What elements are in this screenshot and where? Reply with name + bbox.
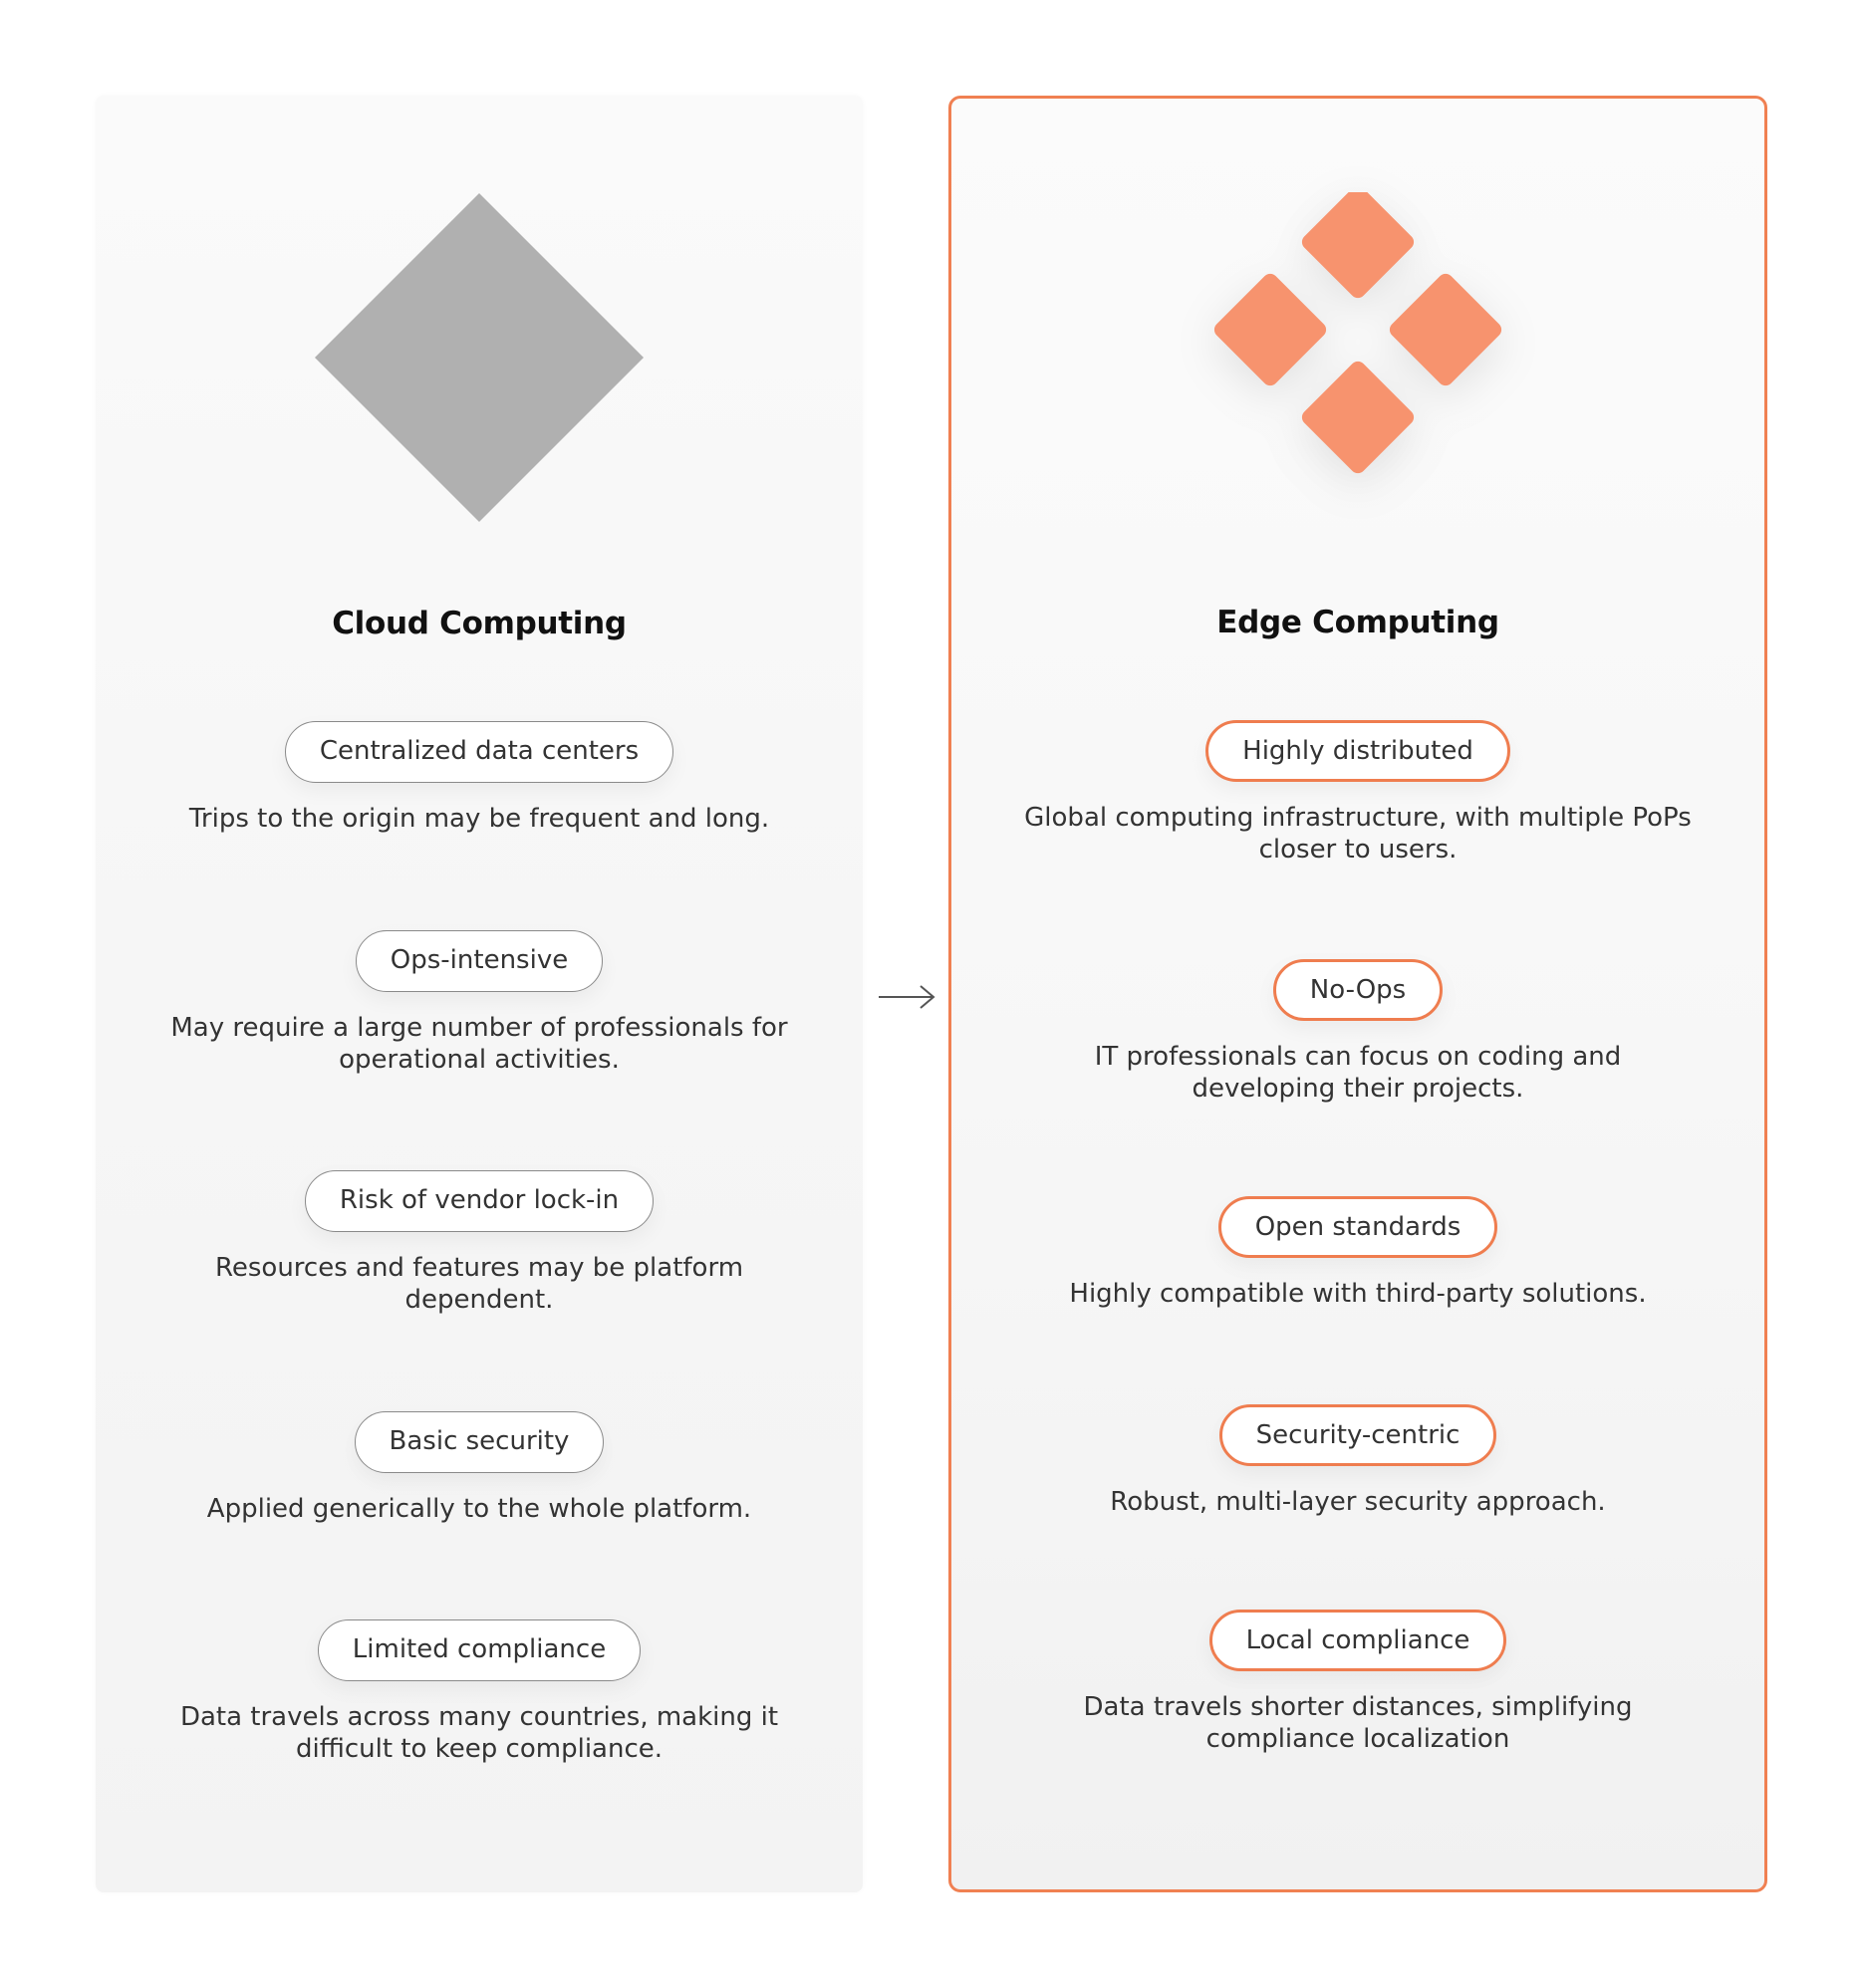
edge-item xyxy=(951,1610,1764,1755)
edge-item-pill: No-Ops xyxy=(1273,959,1443,1021)
arrow-right-icon xyxy=(877,982,936,1012)
edge-item-description: Global computing infrastructure, with multiple PoPs closer to users. xyxy=(1024,803,1692,865)
cloud-item-pill: Centralized data centers xyxy=(285,721,673,783)
gray-diamond-icon xyxy=(315,193,644,522)
cloud-computing-title: Cloud Computing xyxy=(332,606,627,641)
edge-item-pill: Open standards xyxy=(1218,1196,1498,1258)
cloud-item-description: Resources and features may be platform dependent. xyxy=(214,1253,744,1315)
cloud-computing-card xyxy=(96,96,863,1892)
edge-computing-title: Edge Computing xyxy=(1216,605,1499,640)
cloud-item-description: Data travels across many countries, making it difficult to keep compliance. xyxy=(179,1702,779,1764)
cloud-item-pill: Risk of vendor lock-in xyxy=(305,1170,654,1232)
cloud-item xyxy=(96,721,863,835)
cloud-item-pill: Ops-intensive xyxy=(356,930,603,992)
edge-item-description: Robust, multi-layer security approach. xyxy=(1110,1487,1606,1517)
edge-item-pill: Highly distributed xyxy=(1205,720,1510,782)
cloud-item-description: Applied generically to the whole platform. xyxy=(206,1494,752,1524)
edge-item-pill: Local compliance xyxy=(1209,1610,1507,1671)
cloud-item xyxy=(96,1619,863,1765)
cloud-item-pill: Basic security xyxy=(355,1411,605,1473)
edge-item xyxy=(951,1196,1764,1310)
edge-item xyxy=(951,720,1764,866)
cloud-item-description: May require a large number of professionals for operational activities. xyxy=(170,1013,788,1075)
edge-item xyxy=(951,959,1764,1105)
edge-computing-card xyxy=(948,96,1767,1892)
four-diamonds-icon xyxy=(1194,192,1522,527)
cloud-item xyxy=(96,1411,863,1525)
edge-item-description: Data travels shorter distances, simplifying compliance localization xyxy=(1083,1692,1633,1754)
edge-item-description: IT professionals can focus on coding and developing their projects. xyxy=(1094,1042,1622,1104)
edge-item xyxy=(951,1404,1764,1518)
cloud-item xyxy=(96,1170,863,1316)
cloud-item-description: Trips to the origin may be frequent and long. xyxy=(188,804,770,834)
edge-item-description: Highly compatible with third-party solutions. xyxy=(1069,1279,1647,1309)
cloud-item xyxy=(96,930,863,1076)
edge-item-pill: Security-centric xyxy=(1219,1404,1497,1466)
cloud-item-pill: Limited compliance xyxy=(318,1619,641,1681)
